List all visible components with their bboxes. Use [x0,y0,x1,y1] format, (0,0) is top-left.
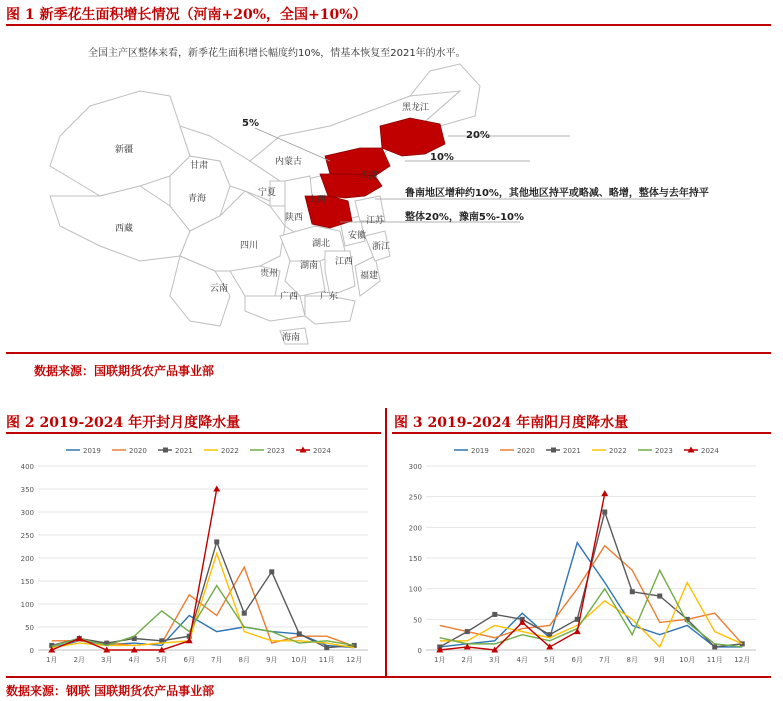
x-tick-label: 7月 [211,656,223,664]
x-tick-label: 4月 [128,656,140,664]
map-label-yunnan: 云南 [210,284,229,294]
x-tick-label: 11月 [318,656,335,664]
map-callout-neimenggu: 5% [242,118,259,129]
data-point-2021 [492,612,497,617]
x-tick-label: 5月 [544,656,556,664]
figure-divider [385,408,387,676]
map-label-xinjiang: 新疆 [115,145,134,155]
map-label-zhejiang: 浙江 [372,242,391,252]
kaifeng-precip-chart [4,438,382,668]
map-label-qinghai: 青海 [188,194,207,204]
x-tick-label: 2月 [461,656,473,664]
x-tick-label: 1月 [46,656,58,664]
figure2-title-rule [6,432,381,434]
y-tick-label: 0 [417,647,422,655]
legend-label-2023: 2023 [655,447,673,455]
figure1-bottom-rule [6,352,771,354]
map-label-guangxi: 广西 [280,292,299,302]
x-tick-label: 1月 [434,656,446,664]
map-callout-north: 10% [430,152,454,163]
figure2-source: 数据来源：钢联 国联期货农产品事业部 [6,684,215,698]
figure1-title: 图 1 新季花生面积增长情况（河南+20%，全国+10%） [6,7,367,23]
x-tick-label: 2月 [73,656,85,664]
map-label-fujian: 福建 [360,271,379,281]
y-tick-label: 350 [20,486,34,494]
map-label-heilongjiang: 黑龙江 [402,103,430,113]
x-tick-label: 6月 [571,656,583,664]
y-tick-label: 400 [20,463,34,471]
figure1-source: 数据来源：国联期货农产品事业部 [34,364,215,378]
legend-label-2023: 2023 [267,447,285,455]
y-tick-label: 250 [408,493,422,502]
x-tick-label: 6月 [183,656,195,664]
legend-label-2019: 2019 [83,447,101,455]
figure3-title-rule [392,432,771,434]
map-label-guizhou: 贵州 [260,269,279,279]
y-tick-label: 50 [25,624,34,632]
map-label-sichuan: 四川 [240,241,259,251]
y-tick-label: 100 [20,601,34,609]
data-point-2024 [601,490,608,496]
figure-bottom-rule [6,676,771,678]
series-line-2024 [52,489,217,650]
data-point-2021 [324,645,329,650]
y-tick-label: 150 [408,555,422,563]
map-label-hainan: 海南 [282,333,301,343]
data-point-2021 [602,510,607,515]
data-point-2021 [242,611,247,616]
data-point-2021 [630,589,635,594]
map-label-gansu: 甘肃 [190,161,209,171]
series-line-2021 [440,512,743,647]
legend-label-2021: 2021 [175,447,193,455]
figure3-title: 图 3 2019-2024 年南阳月度降水量 [394,415,629,431]
figure2-title: 图 2 2019-2024 年开封月度降水量 [6,415,241,431]
nanyang-precip-chart [392,438,770,668]
data-point-2021 [740,641,745,646]
map-label-anhui: 安徽 [348,231,367,241]
data-point-2021 [214,539,219,544]
figure1-title-rule [6,24,771,26]
map-highlight-northeast [380,118,445,156]
y-tick-label: 150 [20,578,34,586]
map-label-shaanxi: 陕西 [285,213,304,223]
x-tick-label: 9月 [654,656,666,664]
y-tick-label: 300 [20,509,34,517]
map-label-tianjin: 天津 [360,171,379,181]
data-point-2021 [269,569,274,574]
map-label-neimenggu: 内蒙古 [275,157,303,167]
map-label-guangdong: 广东 [320,292,339,302]
series-line-2022 [440,583,743,647]
y-tick-label: 200 [20,555,34,563]
x-tick-label: 10月 [291,656,308,664]
series-line-2024 [440,494,605,650]
map-label-xizang: 西藏 [115,224,134,234]
x-tick-label: 11月 [706,656,723,664]
y-tick-label: 200 [408,524,422,533]
x-tick-label: 5月 [156,656,168,664]
x-tick-label: 7月 [599,656,611,664]
data-point-2021 [712,644,717,649]
x-tick-label: 12月 [346,656,363,664]
data-point-2021 [657,594,662,599]
y-tick-label: 300 [408,463,422,471]
legend-label-2024: 2024 [701,447,719,455]
y-tick-label: 250 [20,532,34,540]
map-label-hubei: 湖北 [312,239,331,249]
x-tick-label: 10月 [679,656,696,664]
legend-label-2024: 2024 [313,447,331,455]
legend-label-2021: 2021 [563,447,581,455]
map-callout-henan: 整体20%，豫南5%-10% [405,212,524,223]
map-callout-northeast: 20% [466,130,490,141]
map-callout-shandong: 鲁南地区增种约10%，其他地区持平或略减、略增，整体与去年持平 [405,188,709,199]
y-tick-label: 50 [413,616,422,625]
legend-label-2020: 2020 [517,447,535,455]
legend-label-2022: 2022 [221,447,239,455]
figure1-note: 全国主产区整体来看，新季花生面积增长幅度约10%，情基本恢复至2021年的水平。 [88,48,466,59]
y-tick-label: 0 [29,647,34,655]
x-tick-label: 3月 [489,656,501,664]
series-line-2020 [52,567,355,646]
x-tick-label: 8月 [626,656,638,664]
legend-label-2020: 2020 [129,447,147,455]
map-label-hunan: 湖南 [300,261,319,271]
x-tick-label: 12月 [734,656,751,664]
x-tick-label: 8月 [238,656,250,664]
y-tick-label: 100 [408,585,422,594]
legend-label-2022: 2022 [609,447,627,455]
data-point-2021 [297,631,302,636]
china-map [30,56,730,346]
map-region-xinjiang [50,91,190,196]
map-label-ningxia: 宁夏 [258,188,277,198]
map-label-jiangxi: 江西 [335,257,354,267]
x-tick-label: 4月 [516,656,528,664]
legend-marker [163,448,168,453]
map-label-shanxi: 山西 [308,195,327,205]
map-label-jiangsu: 江苏 [366,216,385,226]
x-tick-label: 3月 [101,656,113,664]
legend-marker [551,448,556,453]
legend-label-2019: 2019 [471,447,489,455]
data-point-2021 [465,629,470,634]
x-tick-label: 9月 [266,656,278,664]
